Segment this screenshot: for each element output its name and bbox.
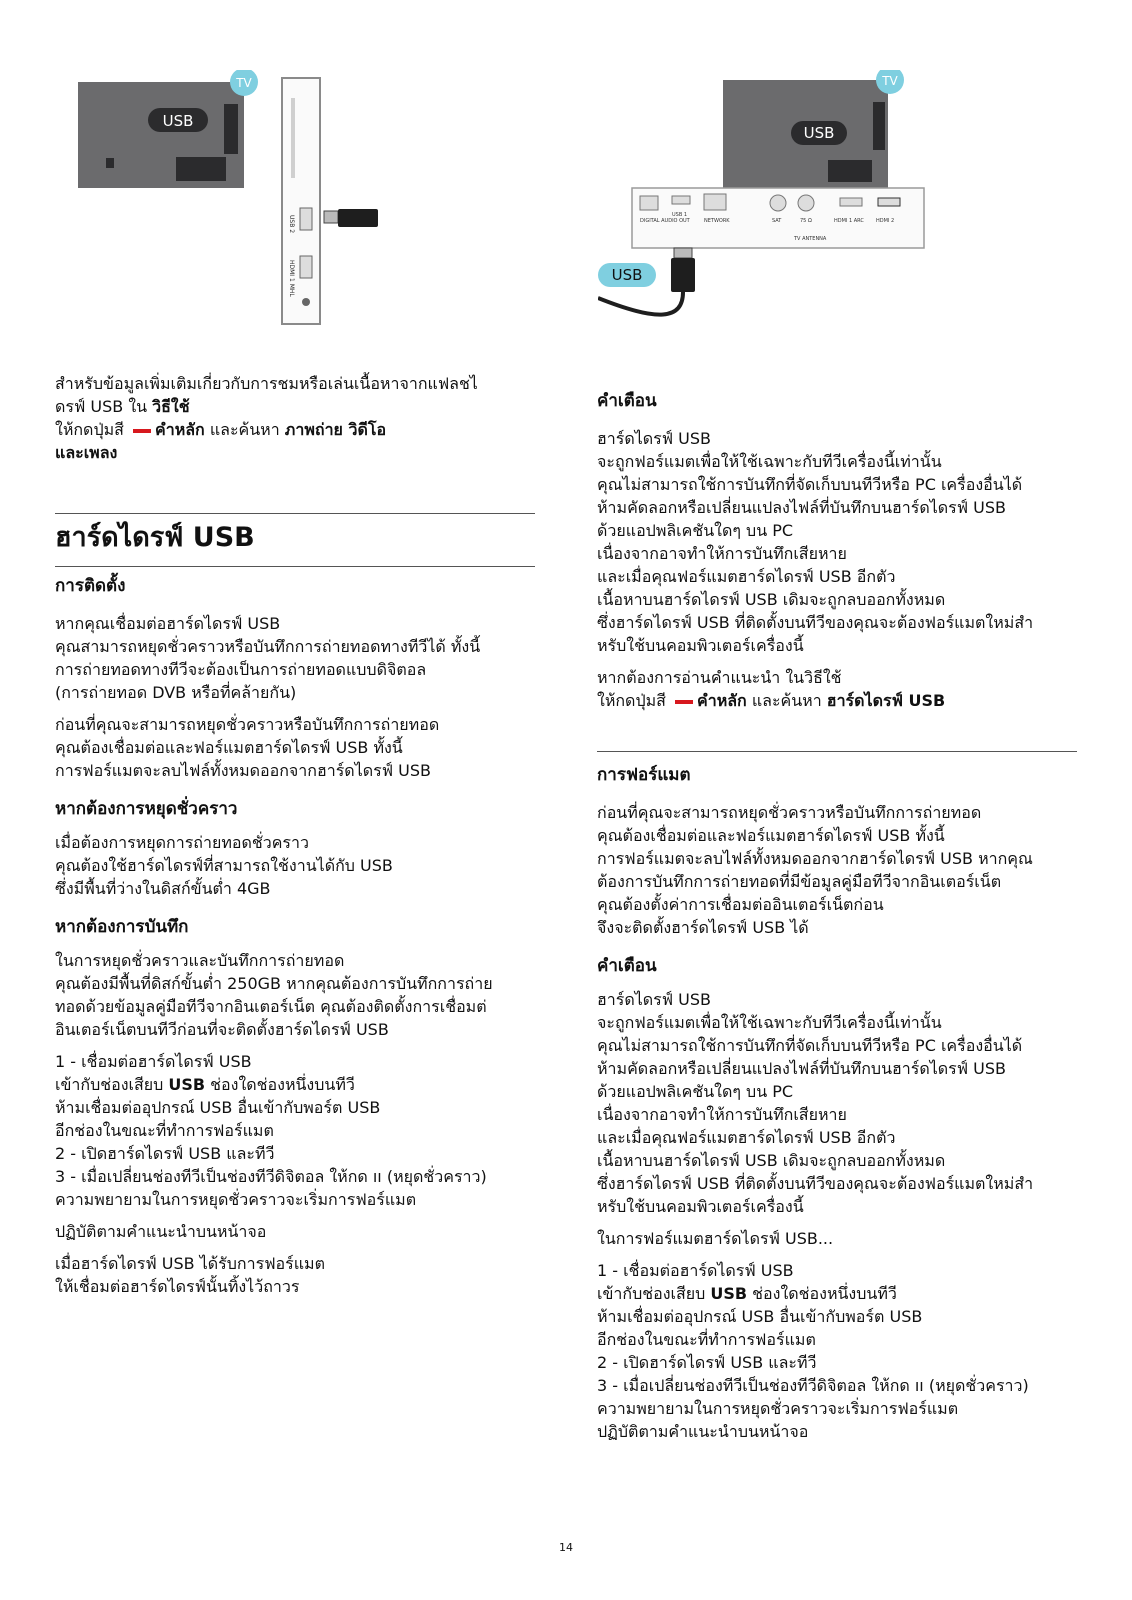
red-color-key-icon [675, 700, 693, 704]
record-final-paragraph: เมื่อฮาร์ดไดรฟ์ USB ได้รับการฟอร์แมต ให้เชื่อมต่อฮาร์ดไดรฟ์นั้นทิ้งไว้ถาวร [55, 1254, 325, 1296]
port-usb1: USB 1 [672, 212, 688, 218]
intro-line: ให้กดปุ่มสี คำหลัก และค้นหา ภาพถ่าย วิดีโอ [55, 420, 387, 439]
record-paragraph: ในการหยุดชั่วคราวและบันทึกการถ่ายทอด คุณต้องมีพื้นที่ดิสก์ขั้นต่ำ 250GB หากคุณต้องการบันทึกการถ่าย ทอดด้วยข้อมูลคู่มือทีวีจากอินเตอร์เน็ต คุณต้องติดตั้งการเชื่อมต่ อินเตอร์เน็ตบนทีวีก่อนที่จะติดตั้งฮาร์ดไดรฟ์ USB [55, 951, 493, 1039]
usb-side-connection-illustration [78, 70, 388, 332]
record-heading: หากต้องการบันทึก [55, 917, 189, 937]
port-hdmi2: HDMI 2 [876, 218, 895, 224]
format-steps: 1 - เชื่อมต่อฮาร์ดไดรฟ์ USB เข้ากับช่องเสียบ USB ช่องใดช่องหนึ่งบนทีวี ห้ามเชื่อมต่ออุปกรณ์ USB อื่นเข้ากับพอร์ต USB อีกช่องในขณะที่ทำการฟอร์แมต 2 - เปิดฮาร์ดไดรฟ์ USB และทีวี 3 - เมื่อเปลี่ยนช่องทีวีเป็นช่องทีวีดิจิตอล ให้กด ıı (หยุดชั่วคราว) ความพยายามในการหยุดชั่วคราวจะเริ่มการฟอร์แมต ปฏิบัติตามคำแนะนำบนหน้าจอ [597, 1261, 1029, 1441]
section-rule [597, 751, 1077, 752]
port-label-hdmi: HDMI 1 MHL [288, 260, 295, 297]
port-75ohm: 75 Ω [800, 218, 812, 224]
section-rule [55, 513, 535, 514]
page-title: ฮาร์ดไดรฟ์ USB [55, 522, 255, 553]
page-number: 14 [559, 1541, 573, 1554]
section-rule [55, 566, 535, 567]
format-heading: การฟอร์แมต [597, 765, 691, 785]
tv-tag: TV [236, 76, 252, 90]
warning-heading-2: คำเตือน [597, 956, 657, 976]
tv-tag: TV [882, 74, 898, 88]
port-hdmi1: HDMI 1 ARC [834, 218, 864, 224]
record-follow-instructions: ปฏิบัติตามคำแนะนำบนหน้าจอ [55, 1222, 267, 1241]
install-paragraph-2: ก่อนที่คุณจะสามารถหยุดชั่วคราวหรือบันทึกการถ่ายทอด คุณต้องเชื่อมต่อและฟอร์แมตฮาร์ดไดรฟ์ USB ทั้งนี้ การฟอร์แมตจะลบไฟล์ทั้งหมดออกจากฮาร์ดไดรฟ์ USB [55, 715, 440, 780]
port-sat: SAT [772, 218, 782, 224]
intro-line: และเพลง [55, 443, 118, 462]
warning-paragraph-2: ฮาร์ดไดรฟ์ USB จะถูกฟอร์แมตเพื่อให้ใช้เฉพาะกับทีวีเครื่องนี้เท่านั้น คุณไม่สามารถใช้การบันทึกที่จัดเก็บบนทีวีหรือ PC เครื่องอื่นได้ ห้ามคัดลอกหรือเปลี่ยนแปลงไฟล์ที่บันทึกบนฮาร์ดไดรฟ์ USB ด้วยแอปพลิเคชันใดๆ บน PC เนื่องจากอาจทำให้การบันทึกเสียหาย และเมื่อคุณฟอร์แมตฮาร์ดไดรฟ์ USB อีกตัว เนื้อหาบนฮาร์ดไดรฟ์ USB เดิมจะถูกลบออกทั้งหมด ซึ่งฮาร์ดไดรฟ์ USB ที่ติดตั้งบนทีวีของคุณจะต้องฟอร์แมตใหม่สำ หรับใช้บนคอมพิวเตอร์เครื่องนี้ [597, 990, 1034, 1216]
tv-antenna-label: TV ANTENNA [794, 236, 827, 242]
record-steps: 1 - เชื่อมต่อฮาร์ดไดรฟ์ USB เข้ากับช่องเสียบ USB ช่องใดช่องหนึ่งบนทีวี ห้ามเชื่อมต่ออุปกรณ์ USB อื่นเข้ากับพอร์ต USB อีกช่องในขณะที่ทำการฟอร์แมต 2 - เปิดฮาร์ดไดรฟ์ USB และทีวี 3 - เมื่อเปลี่ยนช่องทีวีเป็นช่องทีวีดิจิตอล ให้กด ıı (หยุดชั่วคราว) ความพยายามในการหยุดชั่วคราวจะเริ่มการฟอร์แมต [55, 1052, 487, 1209]
red-color-key-icon [133, 429, 151, 433]
format-intro: ในการฟอร์แมตฮาร์ดไดรฟ์ USB... [597, 1229, 834, 1248]
help-reference: หากต้องการอ่านคำแนะนำ ในวิธีใช้ ให้กดปุ่มสี คำหลัก และค้นหา ฮาร์ดไดรฟ์ USB [597, 668, 946, 710]
intro-paragraph [55, 372, 535, 464]
usb-rear-connection-illustration [598, 70, 928, 332]
warning-paragraph: ฮาร์ดไดรฟ์ USB จะถูกฟอร์แมตเพื่อให้ใช้เฉพาะกับทีวีเครื่องนี้เท่านั้น คุณไม่สามารถใช้การบันทึกที่จัดเก็บบนทีวีหรือ PC เครื่องอื่นได้ ห้ามคัดลอกหรือเปลี่ยนแปลงไฟล์ที่บันทึกบนฮาร์ดไดรฟ์ USB ด้วยแอปพลิเคชันใดๆ บน PC เนื่องจากอาจทำให้การบันทึกเสียหาย และเมื่อคุณฟอร์แมตฮาร์ดไดรฟ์ USB อีกตัว เนื้อหาบนฮาร์ดไดรฟ์ USB เดิมจะถูกลบออกทั้งหมด ซึ่งฮาร์ดไดรฟ์ USB ที่ติดตั้งบนทีวีของคุณจะต้องฟอร์แมตใหม่สำ หรับใช้บนคอมพิวเตอร์เครื่องนี้ [597, 429, 1034, 655]
intro-line: สำหรับข้อมูลเพิ่มเติมเกี่ยวกับการชมหรือเล่นเนื้อหาจากแฟลชไ [55, 374, 478, 393]
intro-line: ดรฟ์ USB ใน วิธีใช้ [55, 397, 190, 416]
install-paragraph-1: หากคุณเชื่อมต่อฮาร์ดไดรฟ์ USB คุณสามารถหยุดชั่วคราวหรือบันทึกการถ่ายทอดทางทีวีได้ ทั้งนี้ การถ่ายทอดทางทีวีจะต้องเป็นการถ่ายทอดแบบดิจิตอล (การถ่ายทอด DVB หรือที่คล้ายกัน) [55, 614, 481, 702]
format-paragraph: ก่อนที่คุณจะสามารถหยุดชั่วคราวหรือบันทึกการถ่ายทอด คุณต้องเชื่อมต่อและฟอร์แมตฮาร์ดไดรฟ์ USB ทั้งนี้ การฟอร์แมตจะลบไฟล์ทั้งหมดออกจากฮาร์ดไดรฟ์ USB หากคุณ ต้องการบันทึกการถ่ายทอดที่มีข้อมูลคู่มือทีวีจากอินเตอร์เน็ต คุณต้องตั้งค่าการเชื่อมต่ออินเตอร์เน็ตก่อน จึงจะติดตั้งฮาร์ดไดรฟ์ USB ได้ [597, 803, 1033, 937]
usb-tag: USB [803, 124, 835, 142]
right-column [597, 390, 1077, 1452]
port-network: NETWORK [704, 218, 730, 224]
install-heading: การติดตั้ง [55, 576, 126, 596]
pause-paragraph: เมื่อต้องการหยุดการถ่ายทอดชั่วคราว คุณต้องใช้ฮาร์ดไดรฟ์ที่สามารถใช้งานได้กับ USB ซึ่งมีพื้นที่ว่างในดิสก์ขั้นต่ำ 4GB [55, 833, 393, 898]
port-digital-audio: DIGITAL AUDIO OUT [640, 218, 690, 224]
left-column [55, 372, 535, 1307]
usb-tag: USB [162, 112, 194, 130]
cable-usb-tag: USB [611, 266, 643, 284]
port-label-usb2: USB 2 [288, 215, 295, 234]
warning-heading: คำเตือน [597, 391, 657, 411]
pause-heading: หากต้องการหยุดชั่วคราว [55, 799, 238, 819]
